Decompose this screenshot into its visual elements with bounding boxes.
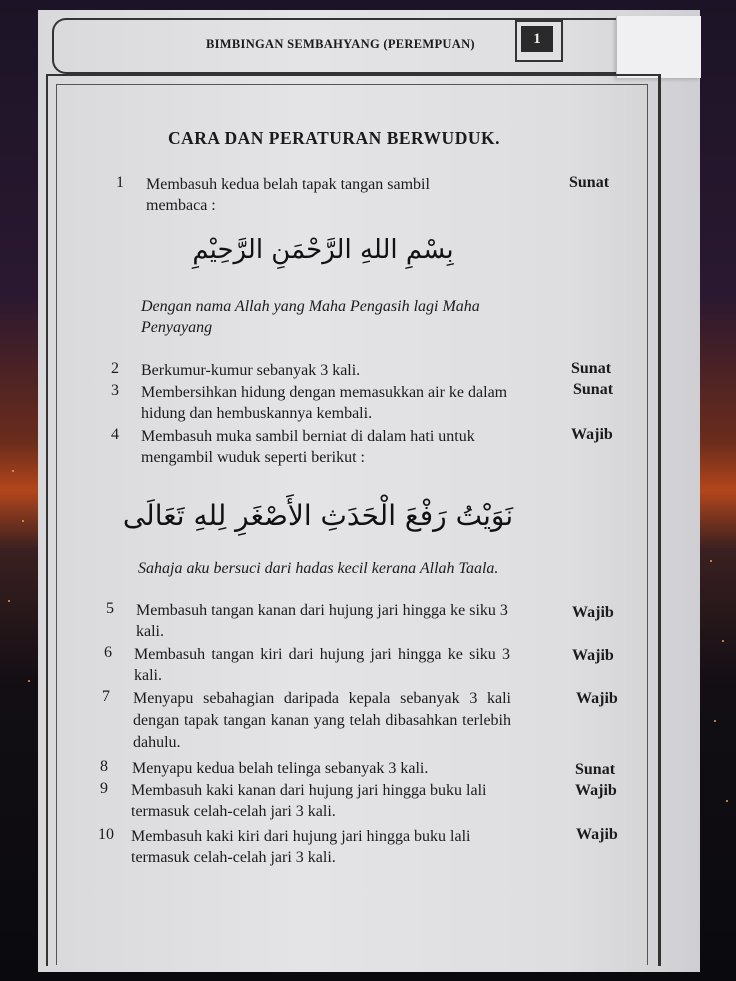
status-label: Wajib <box>575 782 617 799</box>
status-label: Sunat <box>573 381 614 398</box>
item-text: Membasuh tangan kiri dari hujung jari hingga ke siku 3 kali. <box>134 646 510 684</box>
book-page <box>38 10 700 972</box>
page-number: 1 <box>521 26 553 52</box>
item-number: 10 <box>98 826 114 843</box>
status-label: Wajib <box>572 604 614 621</box>
niat-translation: Sahaja aku bersuci dari hadas kecil kerana Allah Taala. <box>138 560 499 577</box>
item-text: Berkumur-kumur sebanyak 3 kali. <box>141 362 361 379</box>
item-number: 6 <box>104 644 112 661</box>
item-text: Menyapu sebahagian daripada kepala sebanyak 3 kali dengan tapak tangan kanan yang telah dibasahkan terlebih dahulu. <box>133 690 511 751</box>
item-number: 3 <box>111 382 119 399</box>
section-title: CARA DAN PERATURAN BERWUDUK. <box>168 128 500 148</box>
item-number: 1 <box>116 174 124 191</box>
status-label: Wajib <box>572 647 614 664</box>
status-label: Wajib <box>576 690 618 707</box>
item-number: 7 <box>102 688 110 705</box>
arabic-niat: نَوَيْتُ رَفْعَ الْحَدَثِ الأَصْغَرِ لِلهِ تَعَالَى <box>122 499 514 532</box>
item-number: 9 <box>100 780 108 797</box>
item-text: Menyapu kedua belah telinga sebanyak 3 kali. <box>132 760 429 777</box>
item-text: Membasuh tangan kanan dari hujung jari hingga ke siku 3 kali. <box>136 602 508 640</box>
item-number: 2 <box>111 360 119 377</box>
page-number-box <box>515 20 563 62</box>
item-text: Membasuh kaki kiri dari hujung jari hingga buku lali termasuk celah-celah jari 3 kali. <box>131 828 471 866</box>
item-text: Membasuh muka sambil berniat di dalam hati untuk mengambil wuduk seperti berikut : <box>141 428 475 466</box>
folded-corner <box>616 16 701 78</box>
status-label: Sunat <box>569 174 610 191</box>
item-text: Membersihkan hidung dengan memasukkan air ke dalam hidung dan hembuskannya kembali. <box>141 384 508 422</box>
basmalah-translation: Dengan nama Allah yang Maha Pengasih lagi Maha Penyayang <box>141 298 480 336</box>
item-number: 4 <box>111 426 119 443</box>
status-label: Wajib <box>571 426 613 443</box>
item-number: 8 <box>100 758 108 775</box>
status-label: Wajib <box>576 826 618 843</box>
item-text: Membasuh kaki kanan dari hujung jari hingga buku lali termasuk celah-celah jari 3 kali. <box>131 782 487 820</box>
status-label: Sunat <box>571 360 612 377</box>
item-number: 5 <box>106 600 114 617</box>
arabic-basmalah: بِسْمِ اللهِ الرَّحْمَنِ الرَّحِيْمِ <box>192 235 454 265</box>
running-header: BIMBINGAN SEMBAHYANG (PEREMPUAN) <box>206 37 475 51</box>
status-label: Sunat <box>575 761 616 778</box>
item-text: Membasuh kedua belah tapak tangan sambil membaca : <box>146 176 430 214</box>
